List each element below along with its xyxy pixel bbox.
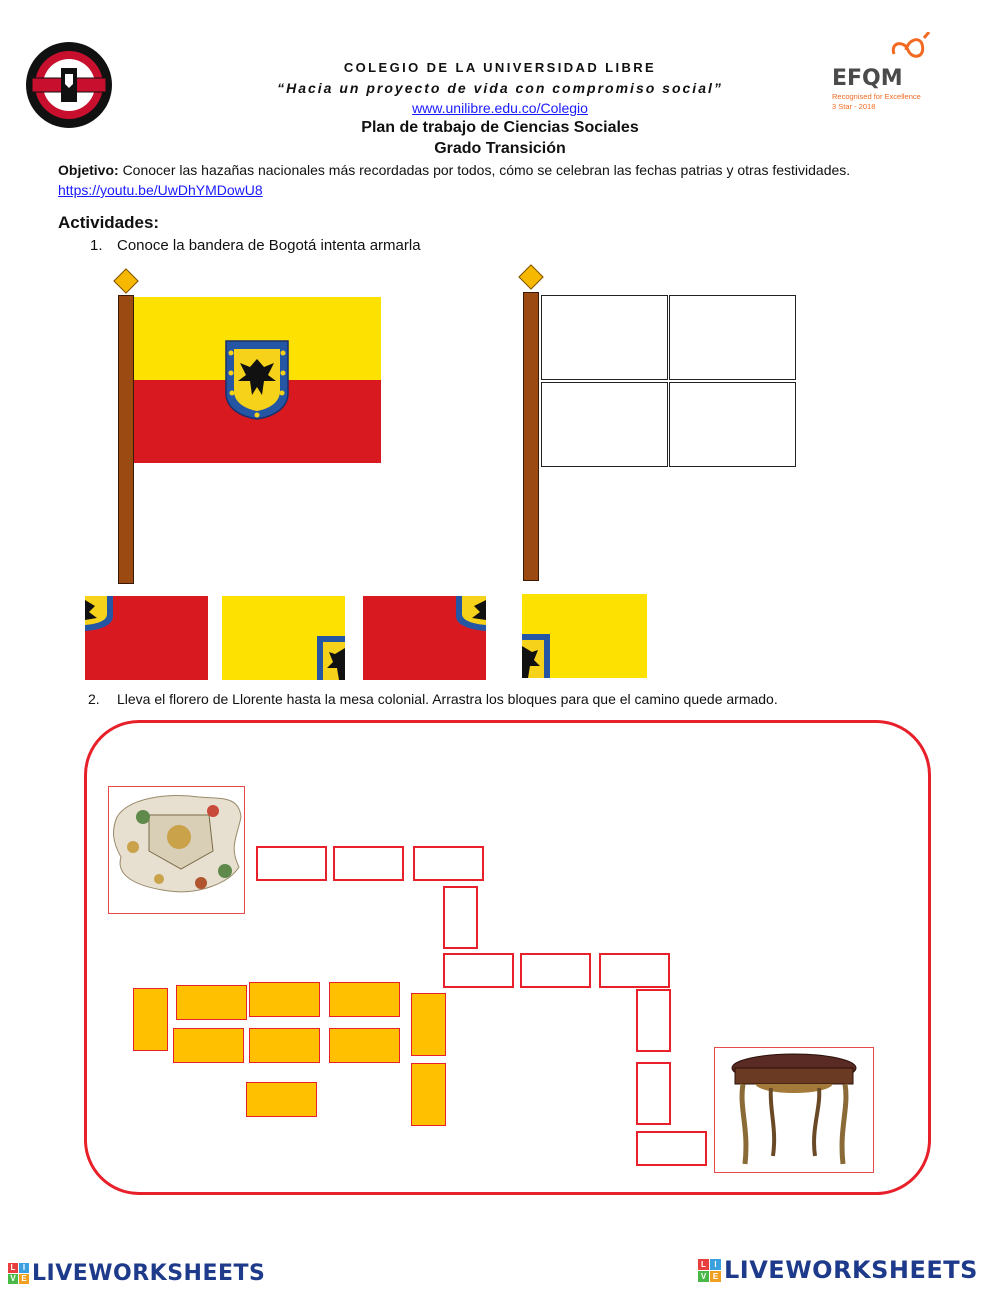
path-slot[interactable] bbox=[599, 953, 670, 988]
activities-title: Actividades: bbox=[58, 213, 160, 232]
puzzle-pole-finial bbox=[518, 264, 543, 289]
liveworksheets-brand: LIVEWORKSHEETS bbox=[32, 1260, 266, 1286]
draggable-path-block[interactable] bbox=[246, 1082, 317, 1117]
draggable-path-block[interactable] bbox=[329, 982, 400, 1017]
draggable-path-block[interactable] bbox=[176, 985, 247, 1020]
live-badge-icon: L I V E bbox=[8, 1263, 29, 1284]
liveworksheets-logo-left bbox=[8, 1258, 265, 1288]
path-slot[interactable] bbox=[636, 989, 671, 1052]
activity-2-number: 2. bbox=[88, 691, 100, 707]
school-name: COLEGIO DE LA UNIVERSIDAD LIBRE bbox=[343, 60, 657, 75]
objective-text: Conocer las hazañas nacionales más recordadas por todos, cómo se celebran las fechas patrias y otras festividades. bbox=[122, 162, 851, 178]
efqm-line1: Recognised for Excellence bbox=[832, 92, 921, 101]
flag-pole-finial bbox=[113, 268, 138, 293]
efqm-brand: EFQM bbox=[832, 66, 903, 91]
activity-2-text: Lleva el florero de Llorente hasta la mesa colonial. Arrastra los bloques para que el camino quede armado. bbox=[117, 691, 778, 707]
mesa-colonial-image bbox=[714, 1047, 874, 1173]
path-slot[interactable] bbox=[520, 953, 591, 988]
coat-of-arms-fragment-icon bbox=[311, 636, 345, 680]
puzzle-drop-cell-top-left[interactable] bbox=[541, 295, 668, 380]
coat-of-arms-fragment-icon bbox=[85, 596, 115, 632]
activity-1-number: 1. bbox=[90, 237, 103, 254]
draggable-path-block[interactable] bbox=[133, 988, 168, 1051]
florero-de-llorente-image bbox=[108, 786, 245, 914]
draggable-path-block[interactable] bbox=[249, 982, 320, 1017]
draggable-path-block[interactable] bbox=[329, 1028, 400, 1063]
school-motto: “Hacia un proyecto de vida con compromiso social” bbox=[277, 80, 723, 96]
coat-of-arms-fragment-icon bbox=[454, 596, 486, 632]
puzzle-drop-cell-top-right[interactable] bbox=[669, 295, 796, 380]
liveworksheets-logo-right bbox=[698, 1254, 978, 1286]
plan-title: Plan de trabajo de Ciencias Sociales bbox=[361, 119, 639, 136]
draggable-path-block[interactable] bbox=[249, 1028, 320, 1063]
objective-label: Objetivo: bbox=[58, 162, 119, 178]
flag-piece-red-right[interactable] bbox=[363, 596, 486, 680]
puzzle-drop-cell-bottom-left[interactable] bbox=[541, 382, 668, 467]
puzzle-drop-cell-bottom-right[interactable] bbox=[669, 382, 796, 467]
draggable-path-block[interactable] bbox=[173, 1028, 244, 1063]
objective bbox=[58, 160, 898, 200]
liveworksheets-brand: LIVEWORKSHEETS bbox=[724, 1256, 978, 1284]
path-slot[interactable] bbox=[256, 846, 327, 881]
activity-1-text: Conoce la bandera de Bogotá intenta armarla bbox=[117, 237, 421, 254]
grade-title: Grado Transición bbox=[434, 140, 566, 157]
draggable-path-block[interactable] bbox=[411, 1063, 446, 1126]
video-link[interactable]: https://youtu.be/UwDhYMDowU8 bbox=[58, 182, 263, 198]
path-slot[interactable] bbox=[636, 1131, 707, 1166]
draggable-path-block[interactable] bbox=[411, 993, 446, 1056]
puzzle-flag-pole bbox=[523, 292, 539, 581]
efqm-line2: 3 Star - 2018 bbox=[832, 102, 876, 111]
flag-piece-yellow-1[interactable] bbox=[222, 596, 345, 680]
school-website-link[interactable]: www.unilibre.edu.co/Colegio bbox=[412, 100, 588, 116]
flag-piece-red-left[interactable] bbox=[85, 596, 208, 680]
flag-piece-yellow-2[interactable] bbox=[522, 594, 647, 678]
coat-of-arms-fragment-icon bbox=[522, 634, 556, 678]
live-badge-icon: L I V E bbox=[698, 1259, 721, 1282]
path-slot[interactable] bbox=[443, 886, 478, 949]
path-slot[interactable] bbox=[443, 953, 514, 988]
coat-of-arms-icon bbox=[222, 337, 292, 421]
path-slot[interactable] bbox=[333, 846, 404, 881]
bogota-flag bbox=[134, 297, 381, 463]
flag-pole bbox=[118, 295, 134, 584]
path-slot[interactable] bbox=[636, 1062, 671, 1125]
path-slot[interactable] bbox=[413, 846, 484, 881]
